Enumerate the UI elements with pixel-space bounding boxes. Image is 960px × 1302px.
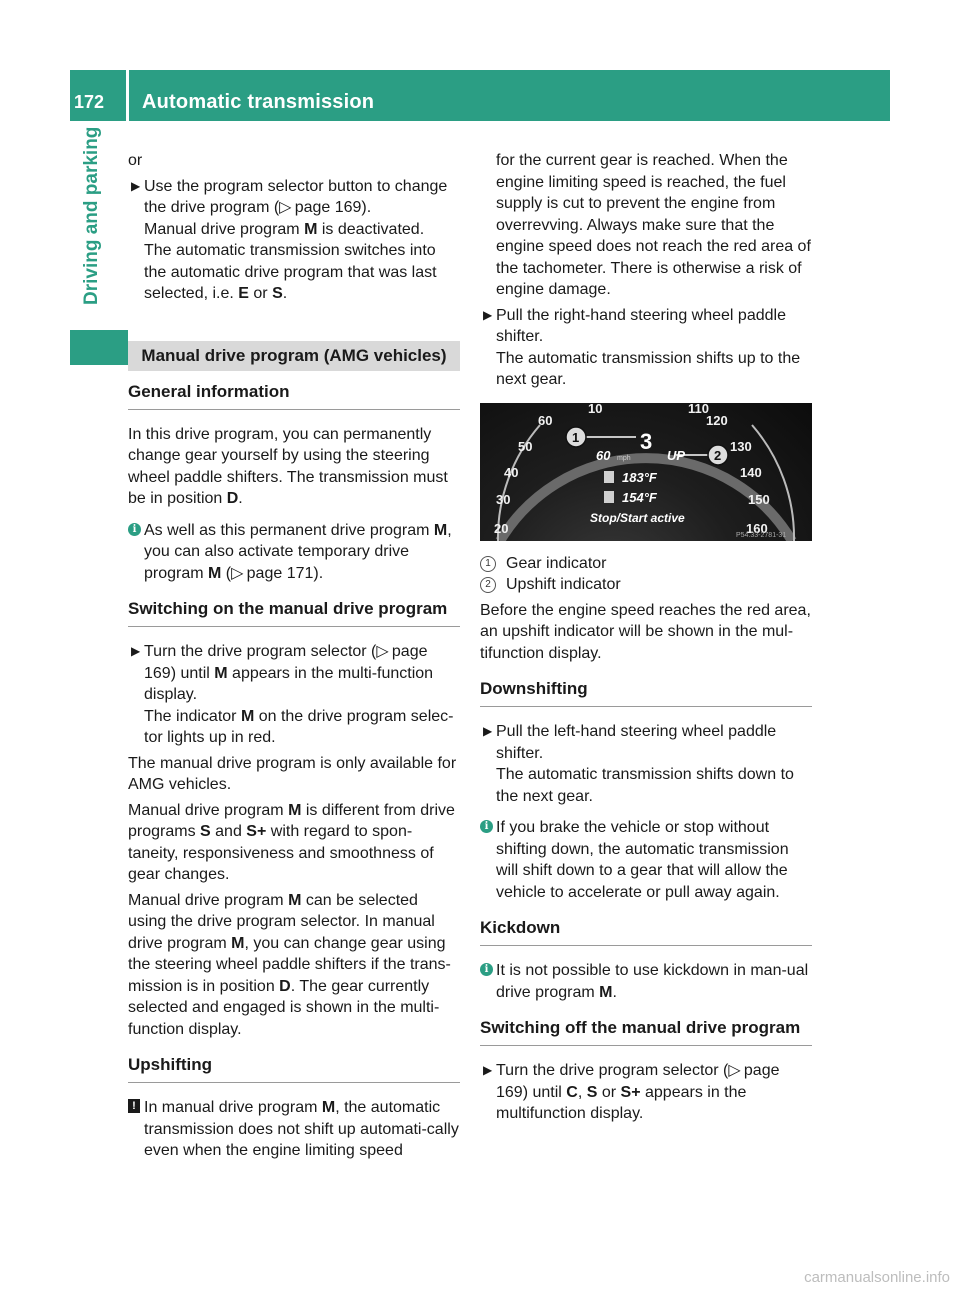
arrow-icon: ▶ — [483, 1063, 493, 1077]
callout-1-label: 1 — [572, 429, 580, 445]
warning-note: ! In manual drive program M, the automatic transmission does not shift up automati-cally even when the engine limiting speed — [128, 1097, 460, 1162]
kickdown-heading: Kickdown — [480, 917, 812, 946]
temperature-1: 183°F — [622, 469, 657, 485]
step-pull-right-paddle: ▶ Pull the right-hand steering wheel paddle shifter. The automatic transmission shifts up to the next gear. — [483, 306, 801, 388]
info-note: i It is not possible to use kickdown in man-ual drive program M. — [480, 960, 812, 1003]
instrument-cluster-figure — [480, 403, 812, 541]
gear-indicator: 3 — [640, 428, 653, 454]
info-note: i If you brake the vehicle or stop without shifting down, the automatic transmission will shift down to a gear that will allow the vehicle to accelerate or pull away again. — [480, 817, 812, 903]
upshift-explanation: Before the engine speed reaches the red area, an upshift indicator will be shown in the mul-tifunction display. — [480, 601, 811, 662]
page-ref-link[interactable]: page 169 — [294, 199, 362, 216]
arrow-icon: ▶ — [131, 644, 141, 658]
selection-text: Manual drive program M can be selected using the drive program selector. In manual drive program M, you can change gear using the steering wheel paddle shifters if the trans-mission is in position D. The gear currently selected and engaged is shown in the multi-function display. — [128, 891, 451, 1038]
step-turn-selector: ▶ Turn the drive program selector (▷ page 169) until M appears in the multi-function display. The indicator M on the drive program selec-tor lights up in red. — [131, 643, 454, 746]
page-ref-link[interactable]: page 169 — [496, 1062, 780, 1101]
temperature-2: 154°F — [622, 489, 657, 505]
downshifting-heading: Downshifting — [480, 678, 812, 707]
upshift-indicator: UP — [667, 447, 686, 463]
speed-unit: mph — [617, 454, 631, 462]
tick-label: 130 — [730, 438, 752, 454]
tick-label: 10 — [588, 402, 603, 416]
header-separator — [126, 70, 129, 121]
switching-on-heading: Switching on the manual drive program — [128, 598, 460, 627]
tick-label: 140 — [740, 464, 762, 480]
footer-watermark: carmanualsonline.info — [804, 1269, 950, 1286]
side-tab-block — [70, 330, 128, 365]
amg-only-text: The manual drive program is only available for AMG vehicles. — [128, 754, 457, 793]
tick-label: 160 — [746, 520, 768, 536]
tick-label: 120 — [706, 412, 728, 428]
info-icon: i — [480, 820, 493, 833]
tick-label: 150 — [748, 491, 770, 507]
right-column — [480, 150, 812, 1125]
legend-upshift-indicator: 2 Upshift indicator — [480, 574, 812, 596]
step-change-program: ▶ Use the program selector button to change the drive program (▷ page 169). Manual drive program M is deactivated. The automatic transmission switches into the automatic drive program that was last selected, i.e. E or S. — [131, 177, 448, 302]
oil-temp-icon — [604, 491, 614, 503]
legend-number: 2 — [480, 577, 496, 593]
page-ref-link[interactable]: page 171 — [246, 564, 314, 582]
tick-label: 50 — [518, 438, 533, 454]
tick-label: 110 — [688, 402, 709, 416]
info-note: i As well as this permanent drive program M, you can also activate temporary drive program M (▷ page 171). — [128, 520, 460, 585]
general-text: In this drive program, you can permanently change gear yourself by using the steering wheel paddle shifters. The transmission must be in position D. — [128, 425, 448, 507]
side-tab-label: Driving and parking — [81, 126, 102, 305]
switching-off-heading: Switching off the manual drive program — [480, 1017, 812, 1046]
arrow-icon: ▶ — [131, 178, 141, 193]
info-icon: i — [480, 963, 493, 976]
warning-continued: for the current gear is reached. When the engine limiting speed is reached, the fuel supply is cut to prevent the engine from overrevving. Always make sure that the engine speed does not reach the red area of the tachometer. There is otherwise a risk of engine damage. — [496, 152, 811, 298]
tick-label: 20 — [494, 520, 509, 536]
image-code: P54.33-2781-31 — [736, 531, 787, 539]
general-information-heading: General information — [128, 381, 460, 410]
warning-icon: ! — [128, 1099, 140, 1113]
page-number: 172 — [74, 92, 105, 112]
left-column — [128, 150, 460, 1162]
status-message: Stop/Start active — [590, 510, 685, 525]
difference-text: Manual drive program M is different from drive programs S and S+ with regard to spon-taneity, responsiveness and smoothness of gear changes. — [128, 801, 455, 883]
coolant-icon — [604, 471, 614, 483]
step-pull-left-paddle: ▶ Pull the left-hand steering wheel paddle shifter. The automatic transmission shifts down to the next gear. — [483, 723, 794, 805]
speed-readout: 60 — [596, 447, 611, 463]
tick-label: 30 — [496, 491, 511, 507]
or-text: or — [128, 152, 143, 169]
legend-number: 1 — [480, 556, 496, 572]
upshifting-heading: Upshifting — [128, 1054, 460, 1083]
tick-label: 60 — [538, 412, 553, 428]
arrow-icon: ▶ — [483, 724, 493, 738]
callout-2-label: 2 — [714, 447, 722, 463]
page-ref-link[interactable]: page 169 — [144, 643, 428, 682]
step-turn-selector-off: ▶ Turn the drive program selector (▷ page 169) until C, S or S+ appears in the multifunction display. — [483, 1062, 780, 1122]
instrument-cluster-graphic — [480, 403, 812, 541]
page-title: Automatic transmission — [142, 91, 375, 113]
arrow-icon: ▶ — [483, 307, 493, 322]
info-icon: i — [128, 523, 141, 536]
section-heading: Manual drive program (AMG vehicles) — [128, 341, 460, 371]
tick-label: 40 — [504, 464, 519, 480]
legend-gear-indicator: 1 Gear indicator — [480, 553, 812, 575]
